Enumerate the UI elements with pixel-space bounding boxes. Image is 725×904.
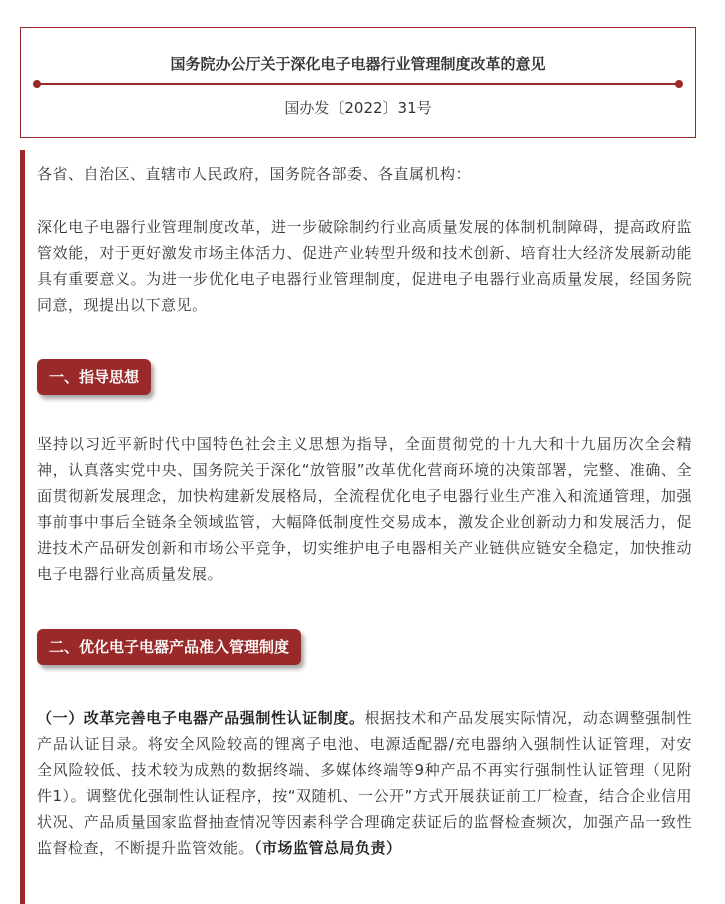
addressee: 各省、自治区、直辖市人民政府，国务院各部委、各直属机构： — [37, 165, 472, 183]
section-heading-1: 一、指导思想 — [37, 359, 151, 395]
section-heading-2: 二、优化电子电器产品准入管理制度 — [37, 629, 301, 665]
item1-text: 根据技术和产品发展实际情况，动态调整强制性产品认证目录。将安全风险较高的锂离子电池、电源适配器/充电器纳入强制性认证管理，对安全风险较低、技术较为成熟的数据终端、多媒体终端等9种产品不再实行强制性认证管理（见附件1）。调整优化强制性认证程序，按“双随机、一公开”方式开展获证前工厂检查，结合企业信用状况、产品质量国家监督抽查情况等因素科学合理确定获证后的监督检查频次，加强产品一致性监督检查，不断提升监管效能。 — [37, 709, 692, 857]
document-title: 国务院办公厅关于深化电子电器行业管理制度改革的意见 — [170, 55, 546, 73]
addressee-block — [37, 161, 692, 187]
divider-dot-right — [675, 80, 683, 88]
item1-paragraph — [37, 705, 692, 861]
intro-block — [37, 214, 692, 318]
header-divider — [37, 83, 679, 85]
item1-responsible: （市场监管总局负责） — [254, 839, 402, 857]
divider-dot-left — [33, 80, 41, 88]
document-header — [20, 27, 696, 138]
item1-title: （一）改革完善电子电器产品强制性认证制度。 — [37, 709, 365, 727]
document-number: 国办发〔2022〕31号 — [284, 99, 432, 117]
section1-paragraph: 坚持以习近平新时代中国特色社会主义思想为指导，全面贯彻党的十九大和十九届历次全会精神，认真落实党中央、国务院关于深化“放管服”改革优化营商环境的决策部署，完整、准确、全面贯彻新发展理念，加快构建新发展格局，全流程优化电子电器行业生产准入和流通管理，加强事前事中事后全链条全领域监管，大幅降低制度性交易成本，激发企业创新动力和发展活力，促进技术产品研发创新和市场公平竞争，切实维护电子电器相关产业链供应链安全稳定，加快推动电子电器行业高质量发展。 — [37, 435, 692, 583]
intro-paragraph: 深化电子电器行业管理制度改革，进一步破除制约行业高质量发展的体制机制障碍，提高政府监管效能，对于更好激发市场主体活力、促进产业转型升级和技术创新、培育壮大经济发展新动能具有重要意义。为进一步优化电子电器行业管理制度，促进电子电器行业高质量发展，经国务院同意，现提出以下意见。 — [37, 218, 692, 314]
item1-block — [37, 705, 692, 861]
left-accent-bar — [20, 150, 25, 904]
section1-block — [37, 431, 692, 587]
